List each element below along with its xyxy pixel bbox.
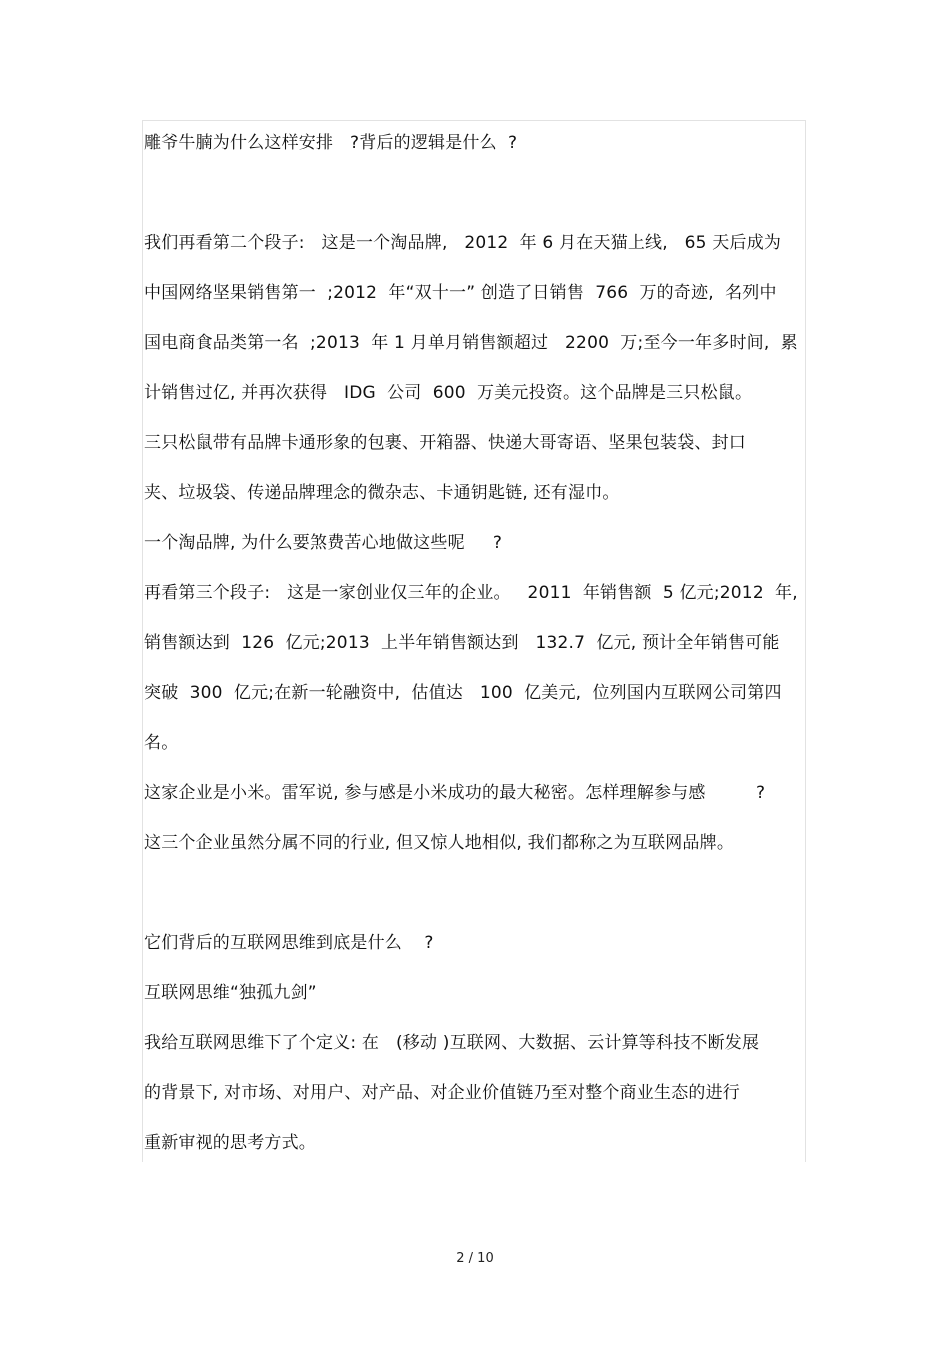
paragraph-line: 再看第三个段子: 这是一家创业仅三年的企业。 2011 年销售额 5 亿元;2012 年, xyxy=(144,583,798,603)
paragraph-line: 我们再看第二个段子: 这是一个淘品牌, 2012 年 6 月在天猫上线, 65 天后成为 xyxy=(144,233,782,253)
section-heading: 互联网思维“独孤九剑” xyxy=(144,983,317,1003)
paragraph-line: 三只松鼠带有品牌卡通形象的包裹、开箱器、快递大哥寄语、坚果包装袋、封口 xyxy=(144,433,746,453)
page-number: 2 / 10 xyxy=(456,1251,494,1266)
paragraph-line: 这三个企业虽然分属不同的行业, 但又惊人地相似, 我们都称之为互联网品牌。 xyxy=(144,833,735,853)
paragraph-line: 计销售过亿, 并再次获得 IDG 公司 600 万美元投资。这个品牌是三只松鼠。 xyxy=(144,383,753,403)
question-line: 一个淘品牌, 为什么要煞费苦心地做这些呢 ? xyxy=(144,533,503,553)
paragraph-line: 中国网络坚果销售第一 ;2012 年“双十一” 创造了日销售 766 万的奇迹, 名列中 xyxy=(144,283,777,303)
paragraph-line: 夹、垃圾袋、传递品牌理念的微杂志、卡通钥匙链, 还有湿巾。 xyxy=(144,483,620,503)
paragraph-line: 的背景下, 对市场、对用户、对产品、对企业价值链乃至对整个商业生态的进行 xyxy=(144,1083,741,1103)
paragraph-line: 名。 xyxy=(144,733,179,753)
paragraph-line: 突破 300 亿元;在新一轮融资中, 估值达 100 亿美元, 位列国内互联网公司第四 xyxy=(144,683,782,703)
paragraph-line: 重新审视的思考方式。 xyxy=(144,1133,316,1153)
question-line: 雕爷牛腩为什么这样安排 ?背后的逻辑是什么 ? xyxy=(144,133,518,153)
paragraph-line: 国电商食品类第一名 ;2013 年 1 月单月销售额超过 2200 万;至今一年多时间, 累 xyxy=(144,333,798,353)
paragraph-line: 这家企业是小米。雷军说, 参与感是小米成功的最大秘密。怎样理解参与感 ? xyxy=(144,783,766,803)
paragraph-line: 销售额达到 126 亿元;2013 上半年销售额达到 132.7 亿元, 预计全年销售可能 xyxy=(144,633,780,653)
question-line: 它们背后的互联网思维到底是什么 ? xyxy=(144,933,434,953)
paragraph-line: 我给互联网思维下了个定义: 在 (移动 )互联网、大数据、云计算等科技不断发展 xyxy=(144,1033,760,1053)
